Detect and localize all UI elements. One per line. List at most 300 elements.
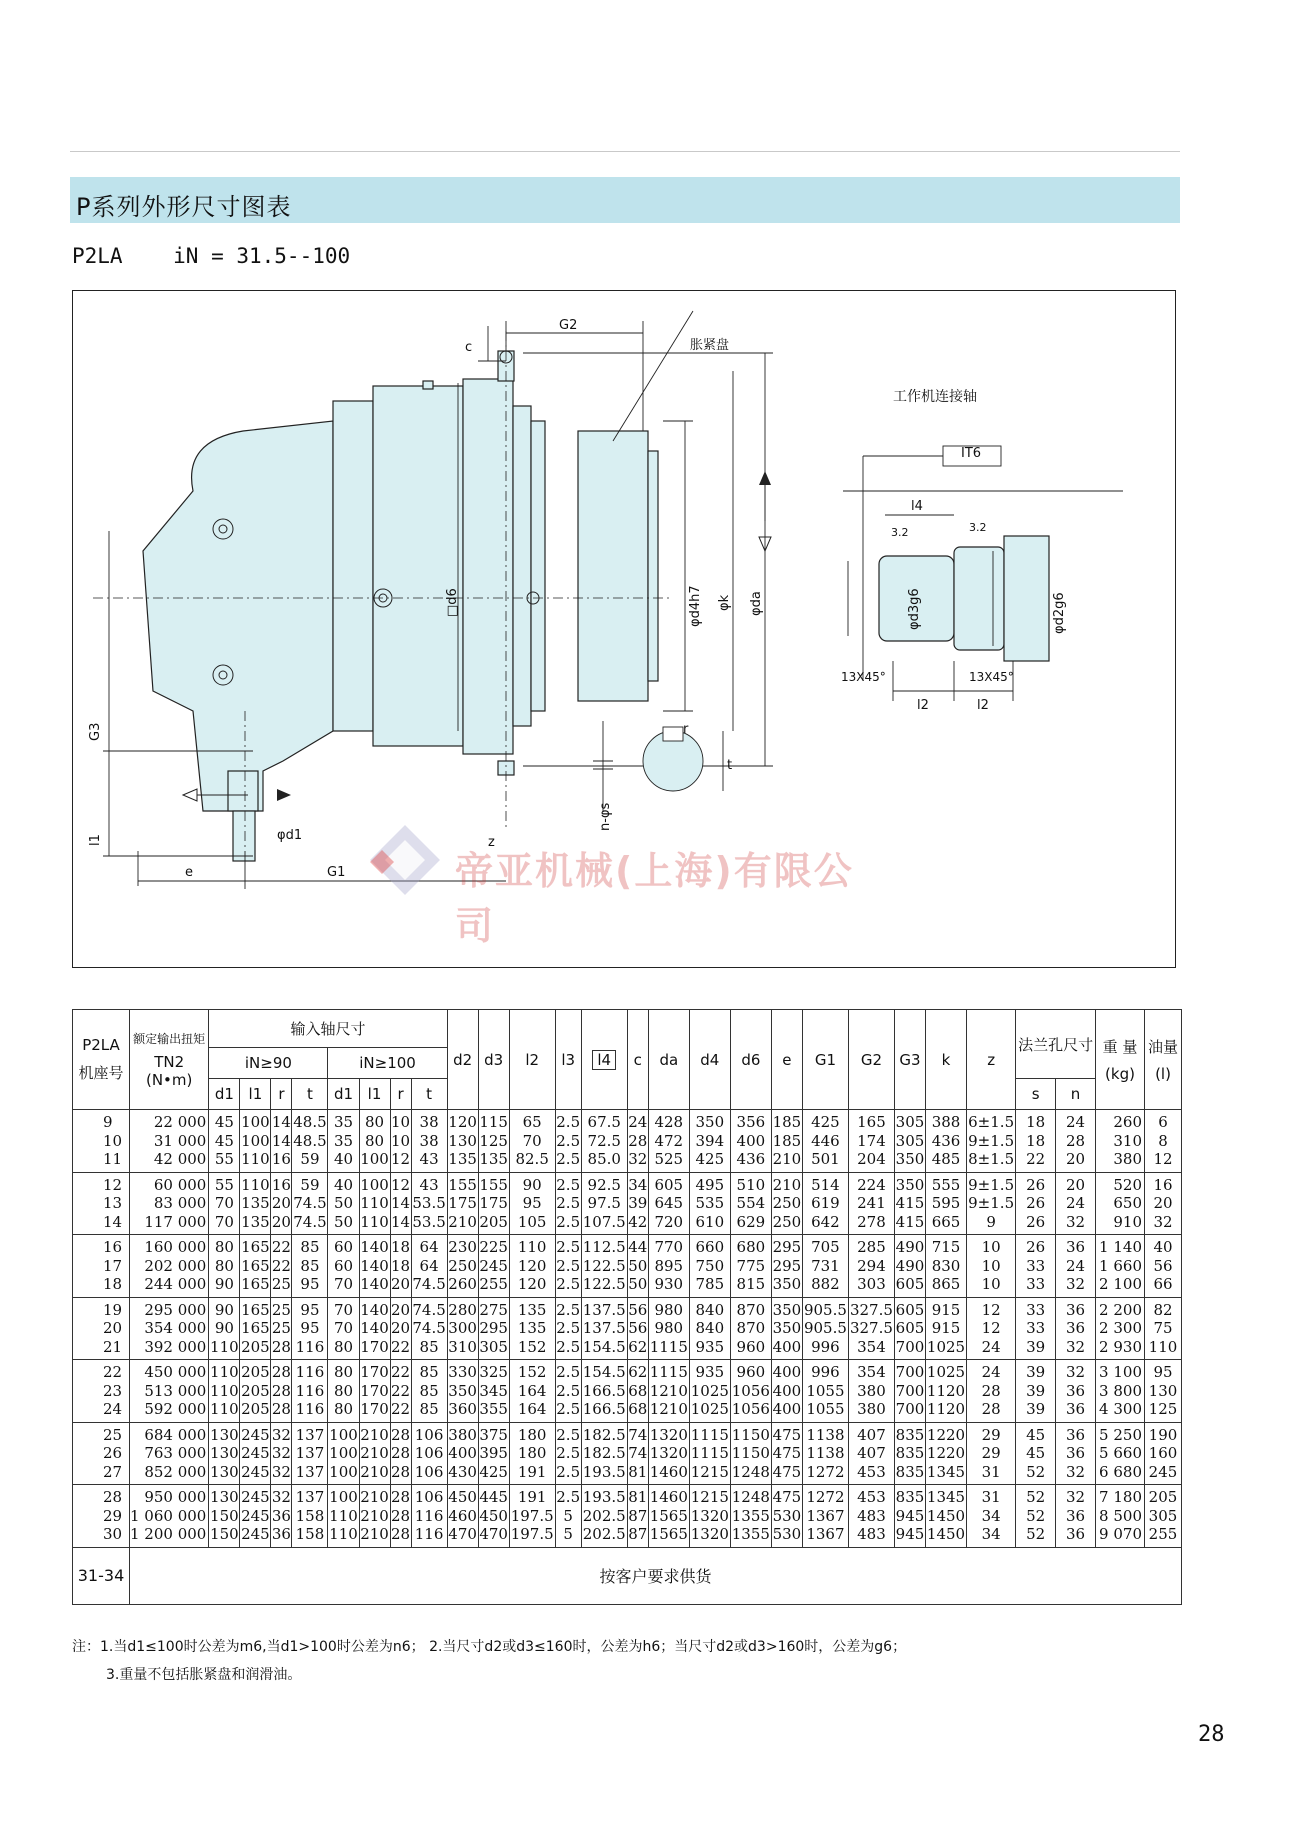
- cell-value: 354 000: [144, 1319, 207, 1337]
- table-cell: [627, 1235, 648, 1298]
- th-g2: G2: [848, 1010, 894, 1110]
- cell-value: 64: [419, 1256, 439, 1275]
- cell-value: 700: [895, 1400, 925, 1418]
- cell-value: 85: [419, 1381, 439, 1400]
- cell-value: 193.5: [582, 1462, 626, 1481]
- cell-last-text: 按客户要求供货: [130, 1547, 1182, 1604]
- cell-value: 140: [360, 1238, 389, 1256]
- cell-value: 255: [1148, 1525, 1178, 1543]
- cell-value: 20: [1153, 1194, 1173, 1212]
- cell-value: 14: [271, 1131, 291, 1150]
- cell-value: 475: [772, 1444, 802, 1462]
- cell-value: 460: [448, 1506, 477, 1525]
- cell-value: 85: [419, 1400, 439, 1418]
- cell-value: 204: [857, 1150, 886, 1168]
- cell-value: 70: [333, 1300, 354, 1319]
- table-cell: [581, 1485, 627, 1548]
- cell-value: 446: [811, 1131, 840, 1150]
- table-cell: [555, 1172, 581, 1235]
- cell-value: 65: [522, 1113, 542, 1131]
- cell-value: 1150: [731, 1444, 770, 1462]
- cell-value: 122.5: [582, 1256, 626, 1275]
- cell-value: 960: [736, 1337, 766, 1356]
- label-rough1: 3.2: [891, 526, 909, 539]
- cell-value: 74.5: [293, 1194, 327, 1212]
- cell-value: 210: [360, 1444, 389, 1462]
- table-cell: [894, 1297, 925, 1360]
- cell-value: 245: [241, 1488, 270, 1506]
- table-cell: [689, 1422, 730, 1485]
- table-cell: [555, 1485, 581, 1548]
- cell-value: 840: [695, 1300, 725, 1319]
- table-cell: [328, 1297, 359, 1360]
- cell-value: 20: [103, 1319, 123, 1337]
- table-cell: [1145, 1360, 1182, 1423]
- table-cell: [802, 1297, 848, 1360]
- table-cell: [627, 1297, 648, 1360]
- table-cell: [648, 1110, 689, 1173]
- cell-value: 425: [695, 1150, 725, 1168]
- cell-value: 13: [103, 1194, 123, 1212]
- cell-value: 294: [857, 1256, 886, 1275]
- table-cell: [689, 1110, 730, 1173]
- cell-value: 605: [895, 1300, 925, 1319]
- cell-value: 24: [1065, 1256, 1086, 1275]
- cell-value: 775: [736, 1256, 766, 1275]
- cell-value: 1 200 000: [130, 1525, 207, 1543]
- cell-value: 95: [522, 1194, 542, 1212]
- cell-value: 835: [895, 1425, 925, 1444]
- table-cell: [1056, 1422, 1096, 1485]
- cell-value: 26: [1026, 1238, 1046, 1256]
- cell-value: 3 800: [1099, 1381, 1142, 1400]
- table-cell: [130, 1172, 209, 1235]
- cell-value: 350: [695, 1113, 725, 1131]
- cell-value: 2.5: [556, 1488, 581, 1506]
- cell-value: 6 680: [1099, 1462, 1142, 1481]
- cell-value: 5: [563, 1506, 573, 1525]
- cell-value: 34: [628, 1175, 648, 1194]
- cell-value: 1320: [690, 1525, 729, 1543]
- table-cell: [411, 1422, 447, 1485]
- cell-value: 345: [479, 1381, 508, 1400]
- cell-value: 10: [981, 1256, 1001, 1275]
- cell-value: 74.5: [412, 1319, 446, 1337]
- cell-value: 870: [736, 1300, 766, 1319]
- table-cell: [328, 1485, 359, 1548]
- cell-value: 164: [517, 1381, 547, 1400]
- cell-value: 70: [214, 1194, 234, 1212]
- cell-value: 110: [1148, 1337, 1178, 1356]
- cell-value: 700: [895, 1337, 925, 1356]
- cell-value: 840: [695, 1319, 725, 1337]
- cell-value: 915: [931, 1300, 961, 1319]
- cell-value: 330: [448, 1363, 477, 1381]
- cell-value: 5: [563, 1525, 573, 1543]
- cell-value: 82: [1153, 1300, 1173, 1319]
- cell-value: 64: [419, 1238, 439, 1256]
- table-cell: [1096, 1172, 1145, 1235]
- cell-value: 135: [517, 1300, 547, 1319]
- cell-value: 453: [857, 1488, 886, 1506]
- table-cell: [240, 1172, 271, 1235]
- cell-value: 22: [1026, 1150, 1046, 1168]
- cell-value: 935: [695, 1337, 725, 1356]
- cell-value: 1320: [649, 1444, 688, 1462]
- cell-value: 2.5: [556, 1175, 581, 1194]
- cell-value: 501: [811, 1150, 840, 1168]
- cell-value: 205: [241, 1400, 270, 1418]
- cell-value: 152: [517, 1337, 547, 1356]
- cell-value: 52: [1026, 1506, 1046, 1525]
- cell-value: 28: [1065, 1131, 1086, 1150]
- cell-value: 285: [857, 1238, 886, 1256]
- cell-value: 835: [895, 1488, 925, 1506]
- table-cell: [894, 1360, 925, 1423]
- cell-value: 116: [414, 1525, 444, 1543]
- cell-value: 165: [857, 1113, 886, 1131]
- cell-value: 205: [1148, 1488, 1178, 1506]
- table-cell: [730, 1297, 771, 1360]
- cell-value: 8±1.5: [968, 1150, 1015, 1168]
- table-row-group: [73, 1360, 1182, 1423]
- table-cell: [509, 1297, 555, 1360]
- cell-value: 1 140: [1099, 1238, 1142, 1256]
- cell-value: 210: [772, 1175, 802, 1194]
- cell-value: 154.5: [582, 1363, 626, 1381]
- cell-value: 32: [1065, 1212, 1086, 1231]
- cell-value: 122.5: [582, 1275, 626, 1293]
- table-cell: [328, 1360, 359, 1423]
- cell-value: 350: [895, 1150, 925, 1168]
- th-sub-rb: r: [390, 1079, 411, 1110]
- cell-value: 80: [333, 1363, 354, 1381]
- cell-value: 935: [695, 1363, 725, 1381]
- cell-value: 105: [517, 1212, 547, 1231]
- th-in100: iN≥100: [328, 1048, 447, 1079]
- cell-seat-number: [73, 1110, 130, 1173]
- cell-value: 68: [628, 1400, 648, 1418]
- cell-value: 354: [857, 1363, 886, 1381]
- cell-value: 305: [1148, 1506, 1178, 1525]
- cell-value: 210: [448, 1212, 477, 1231]
- cell-value: 1220: [926, 1444, 966, 1462]
- table-cell: [359, 1297, 390, 1360]
- th-l2: l2: [509, 1010, 555, 1110]
- table-cell: [555, 1110, 581, 1173]
- cell-value: 75: [1153, 1319, 1173, 1337]
- cell-value: 174: [857, 1131, 886, 1150]
- cell-value: 81: [628, 1462, 648, 1481]
- cell-value: 3 100: [1099, 1363, 1142, 1381]
- cell-value: 375: [479, 1425, 508, 1444]
- cell-value: 1115: [690, 1444, 729, 1462]
- table-cell: [292, 1422, 328, 1485]
- cell-value: 31: [981, 1462, 1001, 1481]
- cell-value: 170: [360, 1337, 389, 1356]
- cell-value: 32: [271, 1425, 291, 1444]
- th-d6: d6: [730, 1010, 771, 1110]
- cell-value: 202 000: [144, 1256, 207, 1275]
- cell-value: 55: [214, 1175, 234, 1194]
- th-sub-r: r: [271, 1079, 292, 1110]
- table-cell: [130, 1422, 209, 1485]
- cell-value: 72.5: [587, 1131, 621, 1150]
- cell-value: 106: [414, 1425, 444, 1444]
- cell-value: 305: [479, 1337, 508, 1356]
- cell-value: 680: [736, 1238, 766, 1256]
- th-model: P2LA 机座号: [73, 1010, 130, 1110]
- cell-value: 327.5: [849, 1319, 893, 1337]
- cell-value: 245: [241, 1506, 270, 1525]
- cell-value: 22: [391, 1381, 411, 1400]
- label-d4h7: φd4h7: [688, 585, 703, 627]
- cell-value: 26: [1026, 1194, 1046, 1212]
- table-cell: [926, 1297, 967, 1360]
- cell-value: 70: [333, 1319, 354, 1337]
- cell-value: 400: [772, 1381, 802, 1400]
- cell-value: 1367: [806, 1506, 845, 1525]
- table-cell: [771, 1485, 802, 1548]
- table-cell: [390, 1235, 411, 1298]
- cell-value: 70: [214, 1212, 234, 1231]
- cell-value: 110: [241, 1175, 270, 1194]
- cell-value: 660: [695, 1238, 725, 1256]
- table-cell: [1096, 1422, 1145, 1485]
- cell-value: 52: [1026, 1462, 1046, 1481]
- table-cell: [209, 1422, 240, 1485]
- cell-value: 100: [241, 1113, 270, 1131]
- cell-value: 67.5: [587, 1113, 621, 1131]
- cell-value: 24: [981, 1363, 1001, 1381]
- cell-value: 310: [1113, 1131, 1142, 1150]
- cell-value: 166.5: [582, 1381, 626, 1400]
- cell-value: 110: [210, 1337, 239, 1356]
- cell-value: 36: [1065, 1300, 1086, 1319]
- cell-value: 14: [391, 1212, 411, 1231]
- cell-value: 190: [1148, 1425, 1178, 1444]
- table-cell: [581, 1360, 627, 1423]
- table-cell: [555, 1235, 581, 1298]
- cell-value: 34: [981, 1506, 1001, 1525]
- th-in90: iN≥90: [209, 1048, 328, 1079]
- cell-value: 1460: [649, 1488, 688, 1506]
- cell-value: 66: [1153, 1275, 1173, 1293]
- cell-value: 36: [1065, 1238, 1086, 1256]
- th-sub-d1: d1: [209, 1079, 240, 1110]
- table-cell: [447, 1235, 478, 1298]
- cell-value: 700: [895, 1381, 925, 1400]
- cell-value: 2.5: [556, 1319, 581, 1337]
- cell-value: 137.5: [582, 1319, 626, 1337]
- cell-value: 705: [811, 1238, 840, 1256]
- cell-value: 35: [333, 1113, 354, 1131]
- cell-value: 100: [329, 1462, 358, 1481]
- cell-value: 116: [295, 1337, 325, 1356]
- cell-value: 1120: [926, 1400, 966, 1418]
- cell-value: 24: [1065, 1113, 1086, 1131]
- cell-value: 95: [300, 1300, 320, 1319]
- table-cell: [848, 1297, 894, 1360]
- cell-value: 28: [981, 1381, 1001, 1400]
- table-cell: [967, 1110, 1016, 1173]
- cell-seat-number: [73, 1235, 130, 1298]
- cell-value: 475: [772, 1425, 802, 1444]
- label-l2a: l2: [917, 698, 929, 713]
- cell-value: 25: [103, 1425, 123, 1444]
- cell-value: 205: [241, 1363, 270, 1381]
- cell-value: 32: [271, 1488, 291, 1506]
- cell-value: 150: [210, 1506, 239, 1525]
- table-cell: [581, 1172, 627, 1235]
- cell-seat-number: [73, 1485, 130, 1548]
- table-cell: [1145, 1422, 1182, 1485]
- cell-value: 295: [772, 1256, 802, 1275]
- cell-value: 42: [628, 1212, 648, 1231]
- cell-value: 125: [479, 1131, 508, 1150]
- cell-value: 1120: [926, 1381, 966, 1400]
- cell-value: 17: [103, 1256, 123, 1275]
- cell-value: 260: [1113, 1113, 1142, 1131]
- cell-value: 87: [628, 1525, 648, 1543]
- table-cell: [689, 1172, 730, 1235]
- cell-value: 785: [695, 1275, 725, 1293]
- cell-value: 16: [271, 1175, 291, 1194]
- cell-value: 400: [772, 1363, 802, 1381]
- label-z: z: [488, 835, 495, 850]
- cell-value: 619: [811, 1194, 840, 1212]
- cell-value: 245: [479, 1256, 508, 1275]
- cell-value: 5 250: [1099, 1425, 1142, 1444]
- cell-value: 535: [695, 1194, 725, 1212]
- cell-value: 380: [1113, 1150, 1142, 1168]
- top-rule: [70, 151, 1180, 152]
- cell-value: 12: [391, 1175, 411, 1194]
- cell-value: 2.5: [556, 1462, 581, 1481]
- cell-value: 30: [103, 1525, 123, 1543]
- cell-value: 1248: [731, 1488, 770, 1506]
- cell-value: 1320: [649, 1425, 688, 1444]
- cell-value: 945: [895, 1506, 925, 1525]
- table-cell: [648, 1235, 689, 1298]
- table-cell: [328, 1172, 359, 1235]
- cell-value: 31: [981, 1488, 1001, 1506]
- cell-value: 350: [772, 1275, 802, 1293]
- cell-value: 1215: [690, 1462, 729, 1481]
- cell-value: 1215: [690, 1488, 729, 1506]
- cell-value: 39: [628, 1194, 648, 1212]
- label-k: φk: [717, 594, 732, 611]
- cell-value: 32: [1065, 1488, 1086, 1506]
- cell-value: 85.0: [587, 1150, 621, 1168]
- table-cell: [447, 1485, 478, 1548]
- cell-value: 250: [772, 1212, 802, 1231]
- table-cell: [648, 1485, 689, 1548]
- cell-value: 100: [360, 1175, 389, 1194]
- cell-value: 380: [448, 1425, 477, 1444]
- cell-value: 120: [448, 1113, 477, 1131]
- cell-value: 14: [391, 1194, 411, 1212]
- table-cell: [730, 1485, 771, 1548]
- cell-value: 85: [419, 1337, 439, 1356]
- table-cell: [292, 1235, 328, 1298]
- cell-value: 166.5: [582, 1400, 626, 1418]
- cell-value: 81: [628, 1488, 648, 1506]
- cell-value: 905.5: [803, 1300, 847, 1319]
- cell-value: 116: [295, 1363, 325, 1381]
- th-s: s: [1016, 1079, 1056, 1110]
- cell-value: 1355: [731, 1506, 770, 1525]
- cell-value: 1320: [690, 1506, 729, 1525]
- table-cell: [771, 1297, 802, 1360]
- shaft-detail: [879, 536, 1049, 661]
- cell-value: 29: [981, 1425, 1001, 1444]
- cell-value: 180: [517, 1425, 547, 1444]
- cell-value: 1025: [690, 1381, 729, 1400]
- label-shaft-title: 工作机连接轴: [893, 389, 977, 405]
- cell-value: 407: [857, 1425, 886, 1444]
- cell-value: 980: [654, 1319, 684, 1337]
- cell-value: 130: [210, 1488, 239, 1506]
- table-cell: [848, 1422, 894, 1485]
- cell-value: 28: [271, 1363, 291, 1381]
- cell-value: 33: [1026, 1275, 1046, 1293]
- cell-value: 165: [241, 1238, 270, 1256]
- cell-value: 1115: [690, 1425, 729, 1444]
- cell-value: 4 300: [1099, 1400, 1142, 1418]
- cell-value: 20: [391, 1300, 411, 1319]
- cell-value: 154.5: [582, 1337, 626, 1356]
- cell-value: 9±1.5: [968, 1175, 1015, 1194]
- cell-value: 665: [931, 1212, 961, 1231]
- cell-value: 470: [448, 1525, 477, 1543]
- table-cell: [1096, 1360, 1145, 1423]
- table-cell: [648, 1360, 689, 1423]
- cell-value: 980: [654, 1300, 684, 1319]
- cell-value: 28: [391, 1444, 411, 1462]
- cell-value: 1345: [926, 1488, 966, 1506]
- cell-value: 2 930: [1099, 1337, 1142, 1356]
- cell-value: 26: [1026, 1212, 1046, 1231]
- cell-value: 210: [360, 1462, 389, 1481]
- cell-value: 510: [736, 1175, 766, 1194]
- cell-value: 19: [103, 1300, 123, 1319]
- cell-value: 250: [772, 1194, 802, 1212]
- cell-value: 472: [654, 1131, 684, 1150]
- cell-value: 5 660: [1099, 1444, 1142, 1462]
- cell-value: 110: [329, 1506, 358, 1525]
- cell-value: 202.5: [582, 1525, 626, 1543]
- cell-value: 20: [391, 1275, 411, 1293]
- cell-value: 40: [333, 1150, 354, 1168]
- table-cell: [271, 1172, 292, 1235]
- cell-value: 137.5: [582, 1300, 626, 1319]
- table-cell: [359, 1422, 390, 1485]
- cell-value: 1150: [731, 1425, 770, 1444]
- cell-value: 12: [981, 1300, 1001, 1319]
- cell-value: 110: [210, 1400, 239, 1418]
- th-sub-tb: t: [411, 1079, 447, 1110]
- cell-value: 2.5: [556, 1212, 581, 1231]
- cell-value: 2.5: [556, 1131, 581, 1150]
- cell-value: 155: [448, 1175, 477, 1194]
- table-cell: [328, 1422, 359, 1485]
- cell-value: 210: [772, 1150, 802, 1168]
- cell-value: 32: [1065, 1275, 1086, 1293]
- table-cell: [802, 1360, 848, 1423]
- cell-value: 1056: [731, 1400, 770, 1418]
- cell-value: 350: [772, 1319, 802, 1337]
